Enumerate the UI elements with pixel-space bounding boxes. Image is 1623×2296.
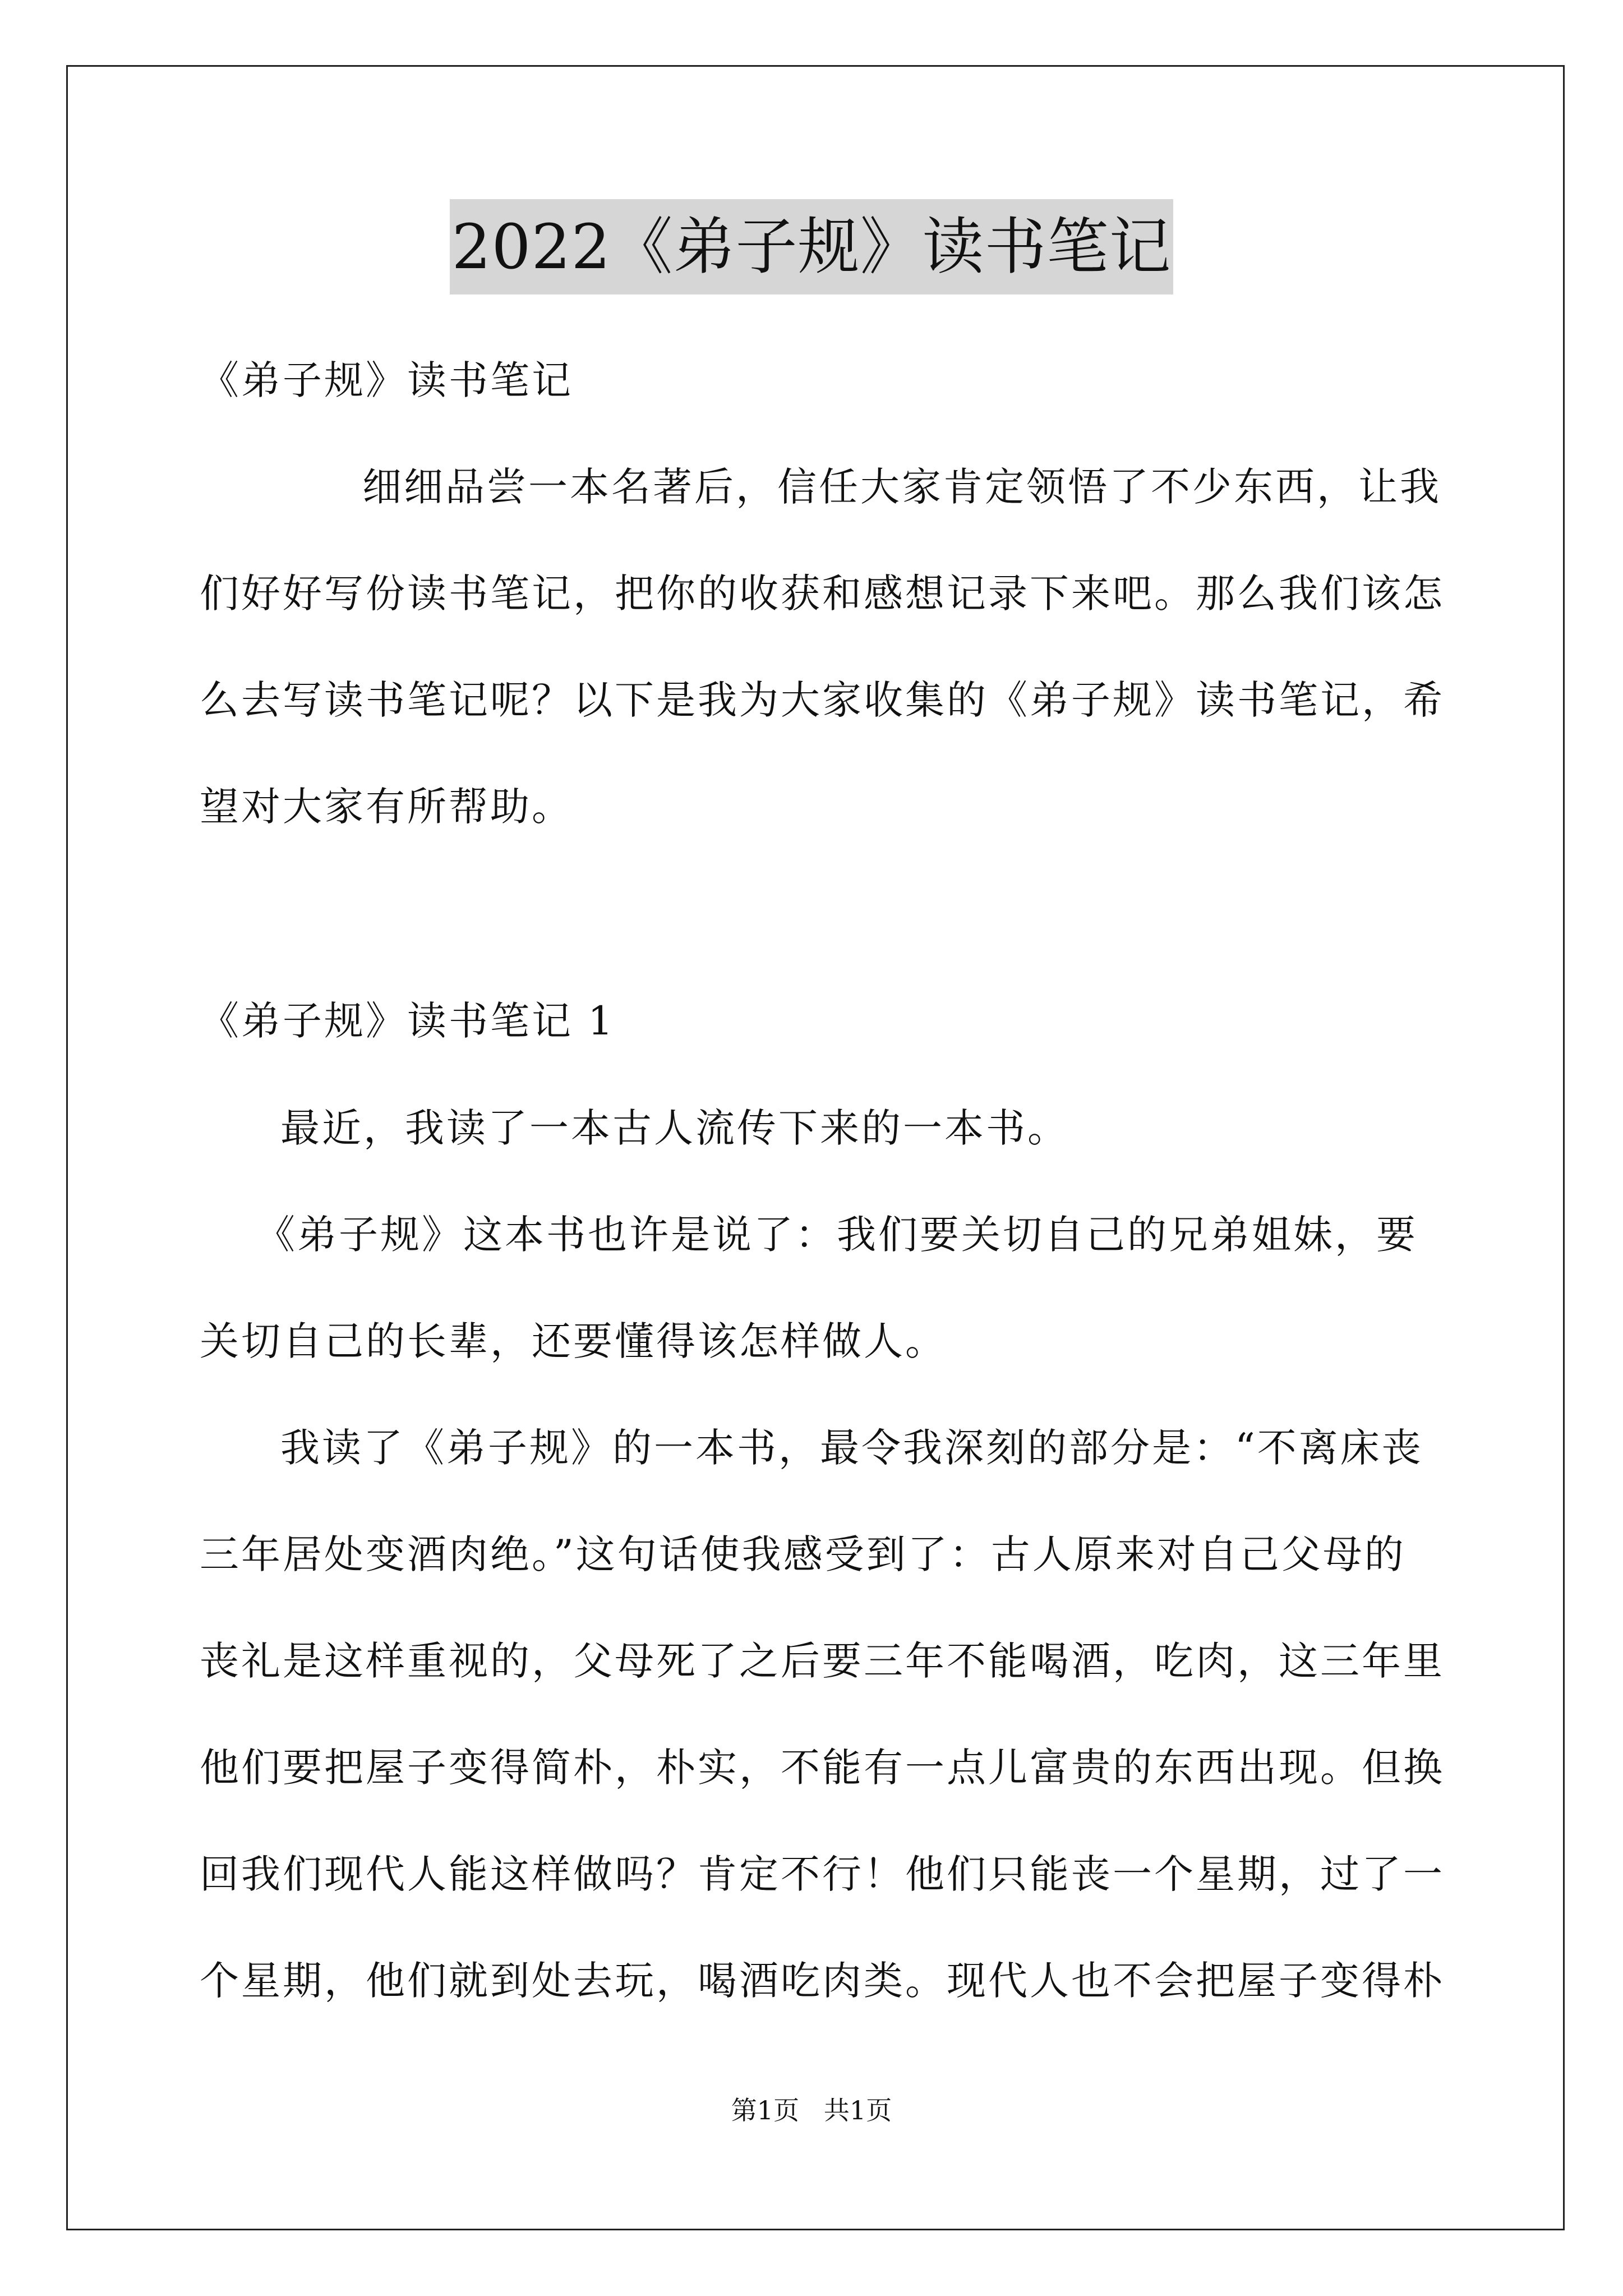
body-line-6: 丧礼是这样重视的，父母死了之后要三年不能喝酒，吃肉，这三年里	[200, 1638, 1445, 1684]
intro-line-3: 么去写读书笔记呢？以下是我为大家收集的《弟子规》读书笔记，希	[200, 677, 1445, 723]
intro-line-2: 们好好写份读书笔记，把你的收获和感想记录下来吧。那么我们该怎	[200, 570, 1445, 616]
title-block	[0, 199, 1623, 295]
intro-line-1: 细细品尝一本名著后，信任大家肯定领悟了不少东西，让我	[362, 464, 1441, 510]
body-line-4: 我读了《弟子规》的一本书，最令我深刻的部分是：“不离床丧	[280, 1425, 1423, 1471]
body-line-5: 三年居处变酒肉绝。”这句话使我感受到了：古人原来对自己父母的	[200, 1531, 1406, 1577]
document-title: 2022《弟子规》读书笔记	[450, 199, 1174, 295]
intro-line-4: 望对大家有所帮助。	[200, 784, 573, 830]
body-line-3: 关切自己的长辈，还要懂得该怎样做人。	[200, 1318, 947, 1364]
body-line-1: 最近，我读了一本古人流传下来的一本书。	[280, 1105, 1069, 1151]
section-heading: 《弟子规》读书笔记 1	[200, 998, 615, 1044]
body-line-9: 个星期，他们就到处去玩，喝酒吃肉类。现代人也不会把屋子变得朴	[200, 1958, 1445, 2004]
body-line-7: 他们要把屋子变得简朴，朴实，不能有一点儿富贵的东西出现。但换	[200, 1745, 1445, 1791]
body-line-2: 《弟子规》这本书也许是说了：我们要关切自己的兄弟姐妹，要	[256, 1212, 1418, 1258]
body-line-8: 回我们现代人能这样做吗？肯定不行！他们只能丧一个星期，过了一	[200, 1851, 1445, 1897]
document-subtitle: 《弟子规》读书笔记	[200, 357, 573, 403]
page-footer: 第1页 共1页	[731, 2095, 892, 2125]
